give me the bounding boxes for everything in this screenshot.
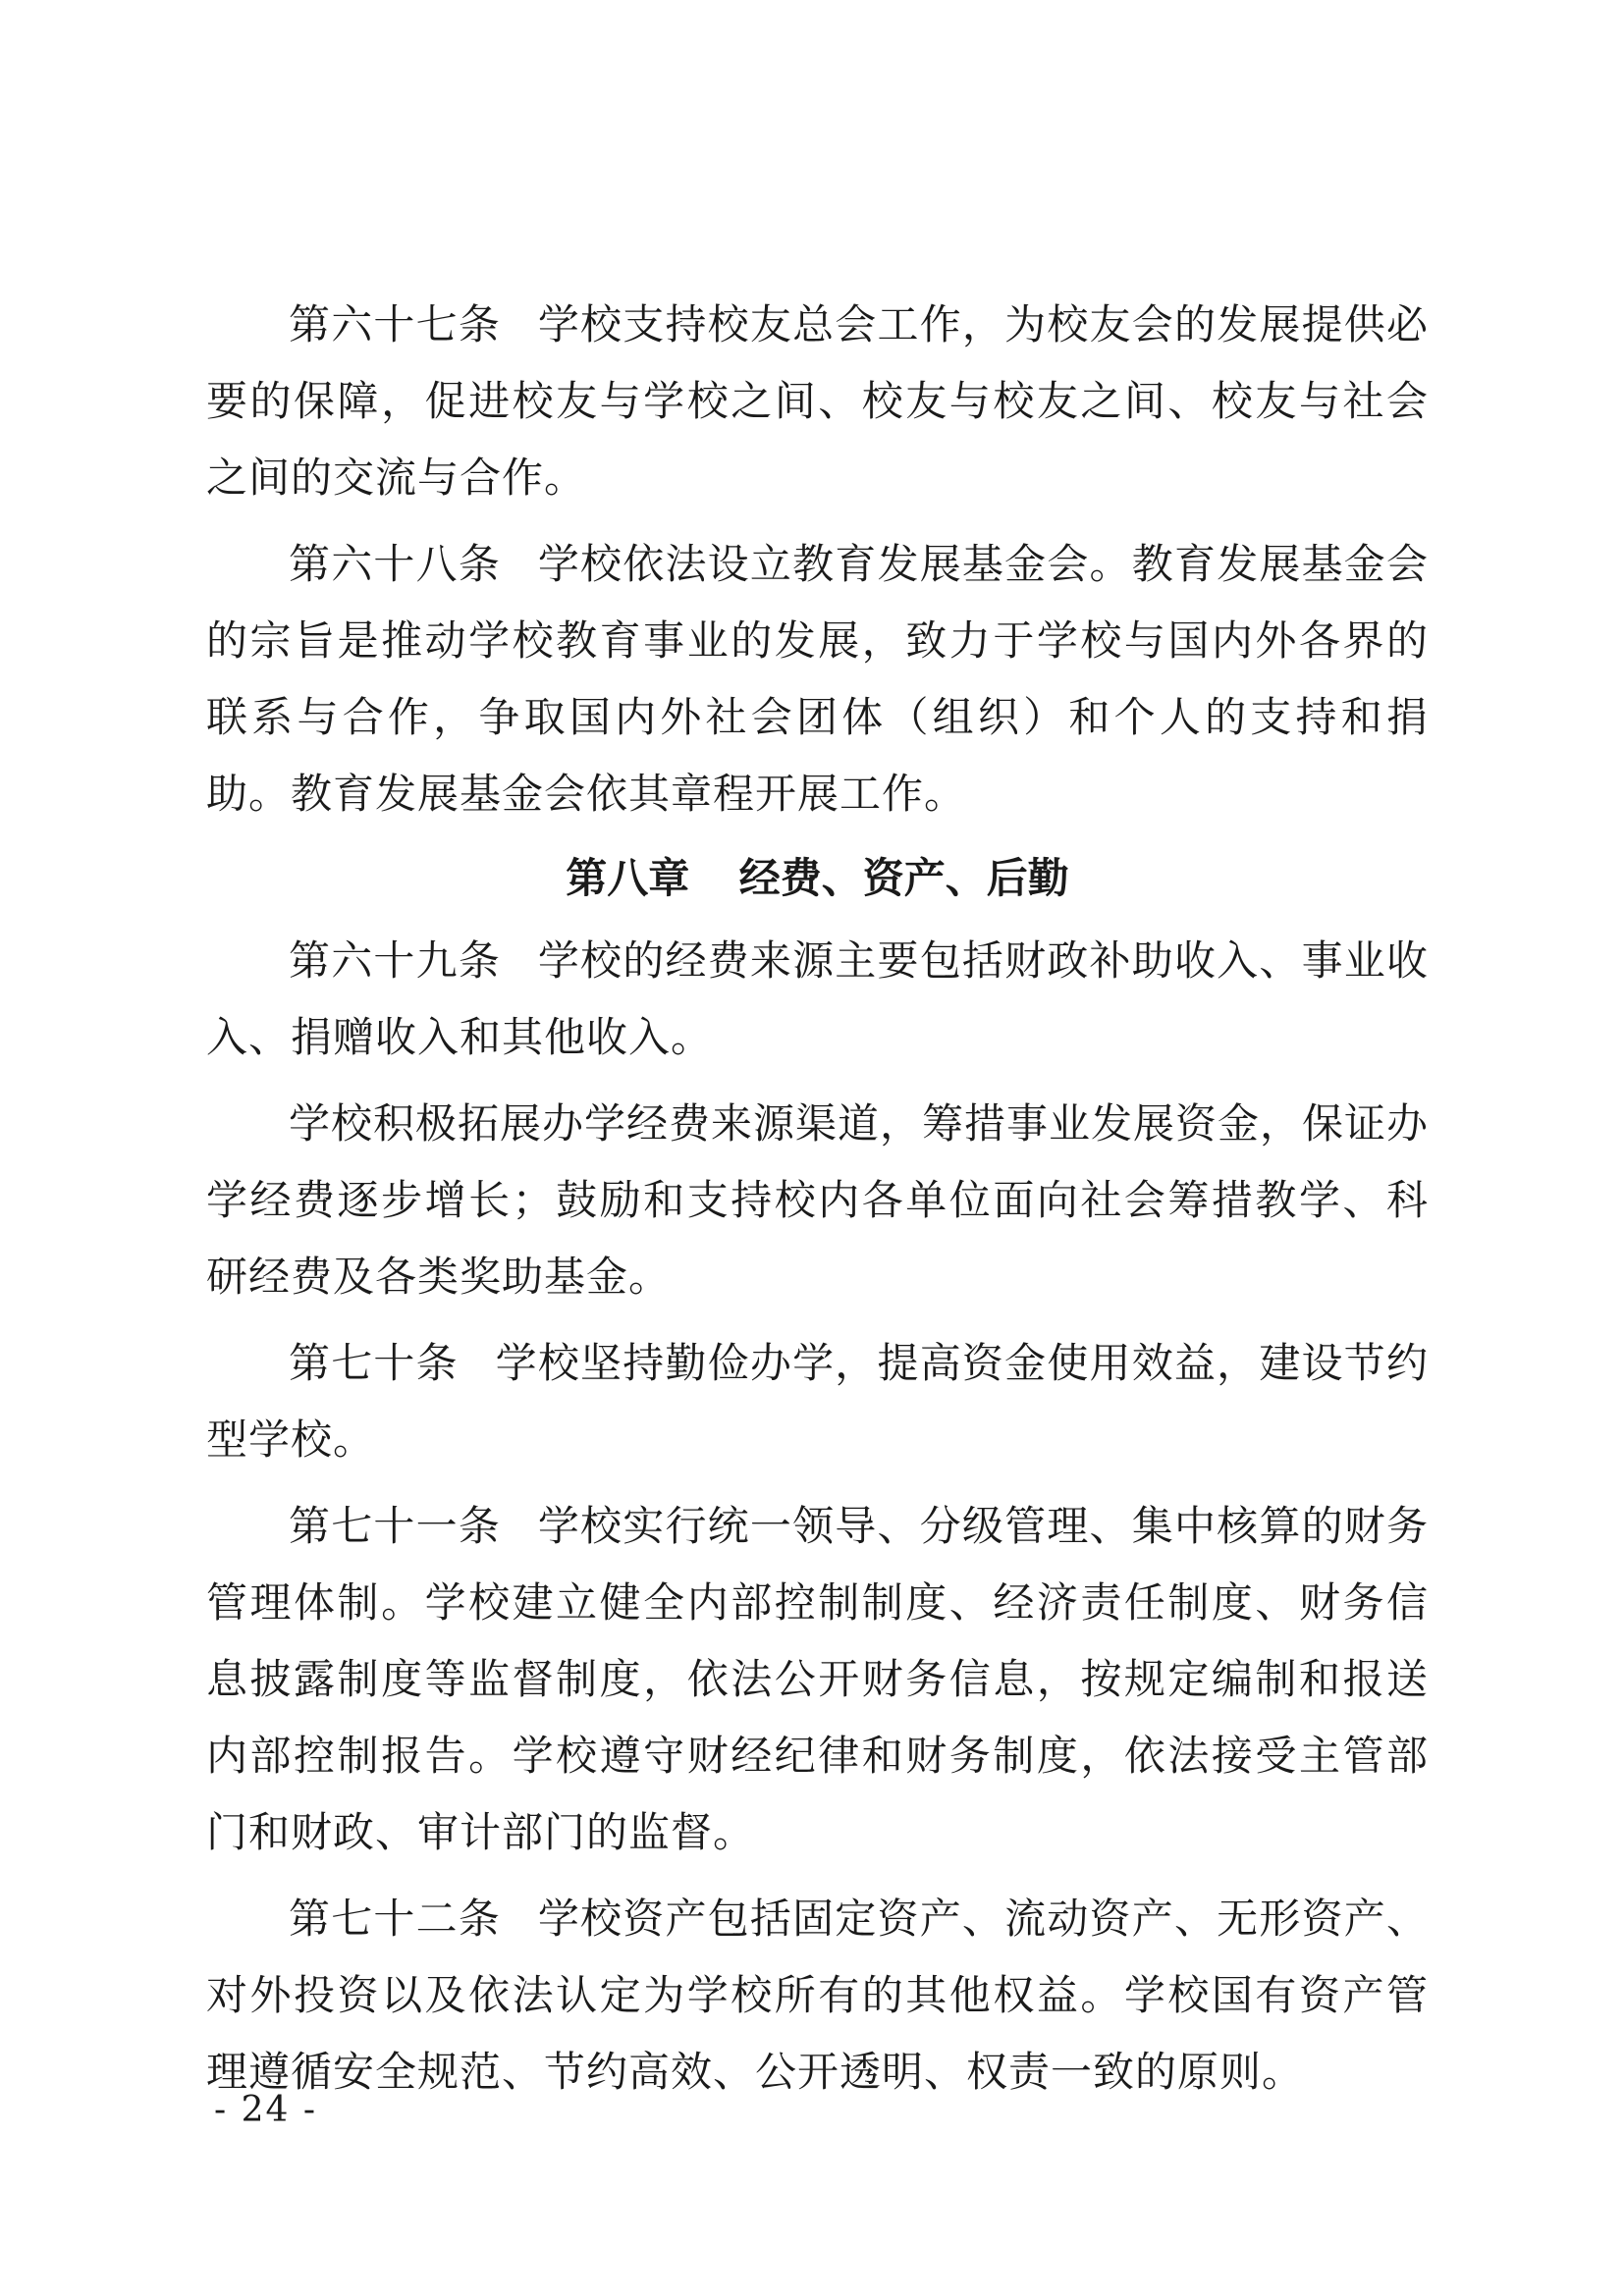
article-paragraph [206,1325,1429,1478]
article-text: 学校的经费来源主要包括财政补助收入、事业收入、捐赠收入和其他收入。 [206,936,1429,1061]
continuation-paragraph [206,1086,1429,1315]
article-number: 第七十条 [289,1339,459,1387]
paragraph-text: 学校积极拓展办学经费来源渠道，筹措事业发展资金，保证办学经费逐步增长；鼓励和支持校内各单位面向社会筹措教学、科研经费及各类奖助基金。 [206,1099,1430,1301]
article-number: 第七十二条 [289,1895,502,1943]
article-paragraph [206,1881,1429,2110]
chapter-number: 第八章 [566,854,690,902]
article-text: 学校资产包括固定资产、流动资产、无形资产、对外投资以及依法认定为学校所有的其他权益。学校国有资产管理遵循安全规范、节约高效、公开透明、权责一致的原则。 [206,1895,1429,2096]
article-text: 学校坚持勤俭办学，提高资金使用效益，建设节约型学校。 [206,1339,1429,1464]
chapter-title: 经费、资产、后勤 [738,854,1069,902]
article-text: 学校支持校友总会工作，为校友会的发展提供必要的保障，促进校友与学校之间、校友与校友之间、校友与社会之间的交流与合作。 [206,300,1429,502]
article-paragraph [206,923,1429,1076]
page-number: - 24 - [214,2090,318,2130]
chapter-heading [206,840,1429,917]
article-number: 第六十七条 [289,300,502,348]
article-paragraph [206,526,1429,832]
article-paragraph [206,1488,1429,1871]
article-number: 第六十八条 [289,540,502,588]
article-paragraph [206,287,1429,516]
document-body [206,287,1429,2110]
article-text: 学校依法设立教育发展基金会。教育发展基金会的宗旨是推动学校教育事业的发展，致力于学校与国内外各界的联系与合作，争取国内外社会团体（组织）和个人的支持和捐助。教育发展基金会依其章程开展工作。 [206,540,1429,818]
article-number: 第七十一条 [289,1502,502,1550]
article-number: 第六十九条 [289,936,502,985]
article-text: 学校实行统一领导、分级管理、集中核算的财务管理体制。学校建立健全内部控制制度、经济责任制度、财务信息披露制度等监督制度，依法公开财务信息，按规定编制和报送内部控制报告。学校遵守财经纪律和财务制度，依法接受主管部门和财政、审计部门的监督。 [206,1502,1429,1856]
